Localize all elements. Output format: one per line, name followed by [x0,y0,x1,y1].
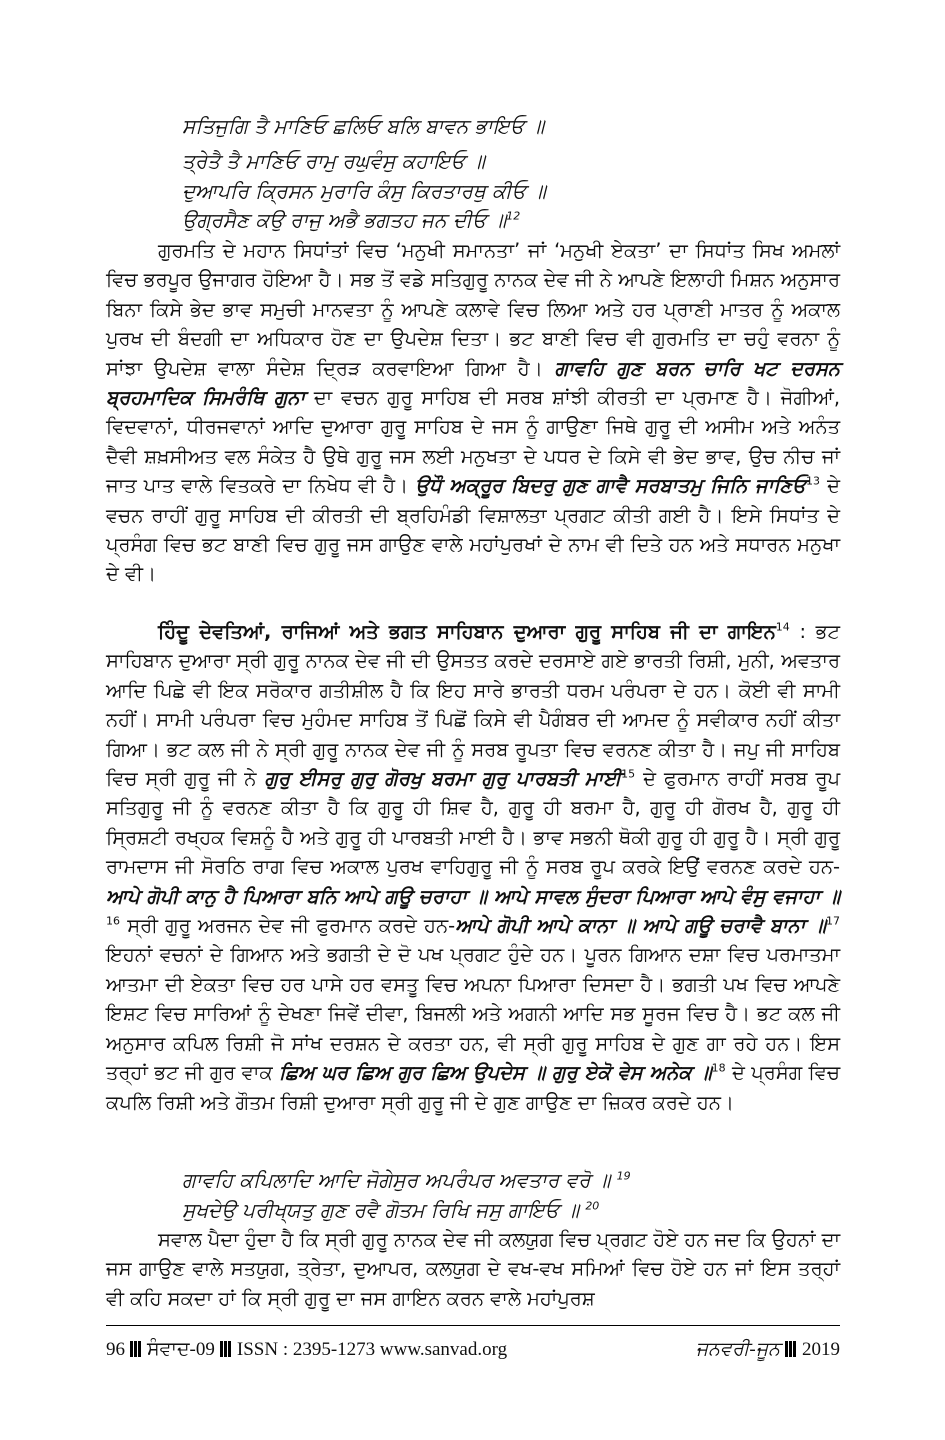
quote: ਗੁਰੁ ਈਸਰੁ ਗੁਰੁ ਗੋਰਖੁ ਬਰਮਾ ਗੁਰੁ ਪਾਰਬਤੀ ਮਾਈ [264,767,622,791]
quote: ਛਿਅ ਘਰ ਛਿਅ ਗੁਰ ਛਿਅ ਉਪਦੇਸ ॥ ਗੁਰੁ ਏਕੋ ਵੇਸ ਅਨੇਕ ॥ [278,1061,712,1085]
issue-period: ਜਨਵਰੀ-ਜੂਨ [695,1339,780,1360]
page-number: 96 [106,1339,125,1360]
journal-name: ਸੰਵਾਦ-09 [147,1339,215,1360]
quote: ਉਧੌ ਅਕ੍ਰੂਰ ਬਿਦਰੁ ਗੁਣ ਗਾਵੈ ਸਰਬਾਤਮੁ ਜਿਨਿ ਜਾਣਿਓ [415,474,806,498]
footnote-ref: 19 [616,1169,631,1183]
paragraph: ਗੁਰਮਤਿ ਦੇ ਮਹਾਨ ਸਿਧਾਂਤਾਂ ਵਿਚ ‘ਮਨੁਖੀ ਸਮਾਨਤਾ’ ਜਾਂ ‘ਮਨੁਖੀ ਏਕਤਾ’ ਦਾ ਸਿਧਾਂਤ ਸਿਖ ਅਮਲਾਂ ਵਿਚ ਭਰਪੂਰ ਉਜਾਗਰ ਹੋਇਆ ਹੈ। ਸਭ ਤੋਂ ਵਡੇ ਸਤਿਗੁਰੂ ਨਾਨਕ ਦੇਵ ਜੀ ਨੇ ਆਪਣੇ ਇਲਾਹੀ ਮਿਸ਼ਨ ਅਨੁਸਾਰ ਬਿਨਾ ਕਿਸੇ ਭੇਦ ਭਾਵ ਸਮੁਚੀ ਮਾਨਵਤਾ ਨੂੰ ਆਪਣੇ ਕਲਾਵੇ ਵਿਚ ਲਿਆ ਅਤੇ ਹਰ ਪ੍ਰਾਣੀ ਮਾਤਰ ਨੂੰ ਅਕਾਲ ਪੁਰਖ ਦੀ ਬੰਦਗੀ ਦਾ ਅਧਿਕਾਰ ਹੋਣ ਦਾ ਉਪਦੇਸ਼ ਦਿਤਾ। ਭਟ ਬਾਣੀ ਵਿਚ ਵੀ ਗੁਰਮਤਿ ਦਾ ਚਹੁੰ ਵਰਨਾ ਨੂੰ ਸਾਂਝਾ ਉਪਦੇਸ਼ ਵਾਲਾ ਸੰਦੇਸ਼ ਦ੍ਰਿੜ ਕਰਵਾਇਆ ਗਿਆ ਹੈ। ਗਾਵਹਿ ਗੁਣ ਬਰਨ ਚਾਰਿ ਖਟ ਦਰਸਨ ਬ੍ਰਹਮਾਦਿਕ ਸਿਮਰੰਥਿ ਗੁਨਾ ਦਾ ਵਚਨ ਗੁਰੂ ਸਾਹਿਬ ਦੀ ਸਰਬ ਸ਼ਾਂਝੀ ਕੀਰਤੀ ਦਾ ਪ੍ਰਮਾਣ ਹੈ। ਜੋਗੀਆਂ, ਵਿਦਵਾਨਾਂ, ਧੀਰਜਵਾਨਾਂ ਆਦਿ ਦੁਆਰਾ ਗੁਰੂ ਸਾਹਿਬ ਦੇ ਜਸ ਨੂੰ ਗਾਉਣਾ ਜਿਥੇ ਗੁਰੂ ਦੀ ਅਸੀਮ ਅਤੇ ਅਨੰਤ ਦੈਵੀ ਸ਼ਖ਼ਸੀਅਤ ਵਲ ਸੰਕੇਤ ਹੈ ਉਥੇ ਗੁਰੂ ਜਸ ਲਈ ਮਨੁਖਤਾ ਦੇ ਪਧਰ ਦੇ ਕਿਸੇ ਵੀ ਭੇਦ ਭਾਵ, ਉਚ ਨੀਚ ਜਾਂ ਜਾਤ ਪਾਤ ਵਾਲੇ ਵਿਤਕਰੇ ਦਾ ਨਿਖੇਧ ਵੀ ਹੈ। ਉਧੌ ਅਕ੍ਰੂਰ ਬਿਦਰੁ ਗੁਣ ਗਾਵੈ ਸਰਬਾਤਮੁ ਜਿਨਿ ਜਾਣਿਓ$^{13}$ ਦੇ ਵਚਨ ਰਾਹੀਂ ਗੁਰੂ ਸਾਹਿਬ ਦੀ ਕੀਰਤੀ ਦੀ ਬ੍ਰਹਿਮੰਡੀ ਵਿਸ਼ਾਲਤਾ ਪ੍ਰਗਟ ਕੀਤੀ ਗਈ ਹੈ। ਇਸੇ ਸਿਧਾਂਤ ਦੇ ਪ੍ਰਸੰਗ ਵਿਚ ਭਟ ਬਾਣੀ ਵਿਚ ਗੁਰੂ ਜਸ ਗਾਉਣ ਵਾਲੇ ਮਹਾਂਪੁਰਖਾਂ ਦੇ ਨਾਮ ਵੀ ਦਿਤੇ ਹਨ ਅਤੇ ਸਧਾਰਨ ਮਨੁਖਾ ਦੇ ਵੀ। [106,239,840,586]
page-footer [106,1336,840,1364]
verse-line: ਸਤਿਜੁਗਿ ਤੈ ਮਾਣਿਓ ਛਲਿਓ ਬਲਿ ਬਾਵਨ ਭਾਇਓ ॥ [182,114,545,138]
verse-line: ਸੁਖਦੇਉ ਪਰੀਖ੍ਯਤੁ ਗੁਣ ਰਵੈ ਗੋਤਮ ਰਿਖਿ ਜਸੁ ਗਾਇਓ ॥ $^{20}$ [182,1198,600,1222]
footnote-ref: 16 [106,914,120,928]
footnote-ref: 18 [711,1061,726,1075]
verse-line: ਤ੍ਰੇਤੈ ਤੈ ਮਾਣਿਓ ਰਾਮੁ ਰਘੁਵੰਸੁ ਕਹਾਇਓ ॥ [182,149,485,173]
footnote-ref: 13 [806,474,820,488]
footer-left [106,1336,507,1364]
footer-divider [106,1325,840,1326]
separator-bars [220,1341,232,1357]
verse-line: ਉਗ੍ਰਸੈਣ ਕਉ ਰਾਜੁ ਅਭੈ ਭਗਤਹ ਜਨ ਦੀਓ ॥$^{12}$ [182,208,521,232]
issn-url: ISSN : 2395-1273 www.sanvad.org [236,1339,508,1360]
paragraph: ਹਿੰਦੂ ਦੇਵਤਿਆਂ, ਰਾਜਿਆਂ ਅਤੇ ਭਗਤ ਸਾਹਿਬਾਨ ਦੁਆਰਾ ਗੁਰੂ ਸਾਹਿਬ ਜੀ ਦਾ ਗਾਇਨ$^{14}$ : ਭਟ ਸਾਹਿਬਾਨ ਦੁਆਰਾ ਸ੍ਰੀ ਗੁਰੂ ਨਾਨਕ ਦੇਵ ਜੀ ਦੀ ਉਸਤਤ ਕਰਦੇ ਦਰਸਾਏ ਗਏ ਭਾਰਤੀ ਰਿਸ਼ੀ, ਮੁਨੀ, ਅਵਤਾਰ ਆਦਿ ਪਿਛੇ ਵੀ ਇਕ ਸਰੋਕਾਰ ਗਤੀਸ਼ੀਲ ਹੈ ਕਿ ਇਹ ਸਾਰੇ ਭਾਰਤੀ ਧਰਮ ਪਰੰਪਰਾ ਦੇ ਹਨ। ਕੋਈ ਵੀ ਸਾਮੀ ਨਹੀਂ। ਸਾਮੀ ਪਰੰਪਰਾ ਵਿਚ ਮੁਹੰਮਦ ਸਾਹਿਬ ਤੋਂ ਪਿਛੋਂ ਕਿਸੇ ਵੀ ਪੈਗੰਬਰ ਦੀ ਆਮਦ ਨੂੰ ਸਵੀਕਾਰ ਨਹੀਂ ਕੀਤਾ ਗਿਆ। ਭਟ ਕਲ ਜੀ ਨੇ ਸ੍ਰੀ ਗੁਰੂ ਨਾਨਕ ਦੇਵ ਜੀ ਨੂੰ ਸਰਬ ਰੂਪਤਾ ਵਿਚ ਵਰਨਣ ਕੀਤਾ ਹੈ। ਜਪੁ ਜੀ ਸਾਹਿਬ ਵਿਚ ਸ੍ਰੀ ਗੁਰੂ ਜੀ ਨੇ ਗੁਰੁ ਈਸਰੁ ਗੁਰੁ ਗੋਰਖੁ ਬਰਮਾ ਗੁਰੁ ਪਾਰਬਤੀ ਮਾਈ$^{15}$ ਦੇ ਫੁਰਮਾਨ ਰਾਹੀਂ ਸਰਬ ਰੂਪ ਸਤਿਗੁਰੂ ਜੀ ਨੂੰ ਵਰਨਣ ਕੀਤਾ ਹੈ ਕਿ ਗੁਰੂ ਹੀ ਸ਼ਿਵ ਹੈ, ਗੁਰੂ ਹੀ ਬਰਮਾ ਹੈ, ਗੁਰੂ ਹੀ ਗੋਰਖ ਹੈ, ਗੁਰੂ ਹੀ ਸ੍ਰਿਸ਼ਟੀ ਰਖ੍ਹਕ ਵਿਸ਼ਨੂੰ ਹੈ ਅਤੇ ਗੁਰੂ ਹੀ ਪਾਰਬਤੀ ਮਾਈ ਹੈ। ਭਾਵ ਸਭਨੀ ਥੋਕੀ ਗੁਰੂ ਹੀ ਗੁਰੂ ਹੈ। ਸ੍ਰੀ ਗੁਰੂ ਰਾਮਦਾਸ ਜੀ ਸੋਰਠਿ ਰਾਗ ਵਿਚ ਅਕਾਲ ਪੁਰਖ ਵਾਹਿਗੁਰੂ ਜੀ ਨੂੰ ਸਰਬ ਰੂਪ ਕਰਕੇ ਇਉਂ ਵਰਨਣ ਕਰਦੇ ਹਨ-ਆਪੇ ਗੋਪੀ ਕਾਨੁ ਹੈ ਪਿਆਰਾ ਬਨਿ ਆਪੇ ਗਊ ਚਰਾਹਾ ॥ ਆਪੇ ਸਾਵਲ ਸੁੰਦਰਾ ਪਿਆਰਾ ਆਪੇ ਵੰਸੁ ਵਜਾਹਾ ॥$^{16}$ ਸ੍ਰੀ ਗੁਰੂ ਅਰਜਨ ਦੇਵ ਜੀ ਫੁਰਮਾਨ ਕਰਦੇ ਹਨ-ਆਪੇ ਗੋਪੀ ਆਪੇ ਕਾਨਾ ॥ ਆਪੇ ਗਊ ਚਰਾਵੈ ਬਾਨਾ ॥$^{17}$ ਇਹਨਾਂ ਵਚਨਾਂ ਦੇ ਗਿਆਨ ਅਤੇ ਭਗਤੀ ਦੇ ਦੋ ਪਖ ਪ੍ਰਗਟ ਹੁੰਦੇ ਹਨ। ਪੂਰਨ ਗਿਆਨ ਦਸ਼ਾ ਵਿਚ ਪਰਮਾਤਮਾ ਆਤਮਾ ਦੀ ਏਕਤਾ ਵਿਚ ਹਰ ਪਾਸੇ ਹਰ ਵਸਤੂ ਵਿਚ ਅਪਨਾ ਪਿਆਰਾ ਦਿਸਦਾ ਹੈ। ਭਗਤੀ ਪਖ ਵਿਚ ਆਪਣੇ ਇਸ਼ਟ ਵਿਚ ਸਾਰਿਆਂ ਨੂੰ ਦੇਖਣਾ ਜਿਵੇਂ ਦੀਵਾ, ਬਿਜਲੀ ਅਤੇ ਅਗਨੀ ਆਦਿ ਸਭ ਸੂਰਜ ਵਿਚ ਹੈ। ਭਟ ਕਲ ਜੀ ਅਨੁਸਾਰ ਕਪਿਲ ਰਿਸ਼ੀ ਜੋ ਸਾਂਖ ਦਰਸ਼ਨ ਦੇ ਕਰਤਾ ਹਨ, ਵੀ ਸ੍ਰੀ ਗੁਰੂ ਸਾਹਿਬ ਦੇ ਗੁਣ ਗਾ ਰਹੇ ਹਨ। ਇਸ ਤਰ੍ਹਾਂ ਭਟ ਜੀ ਗੁਰ ਵਾਕ ਛਿਅ ਘਰ ਛਿਅ ਗੁਰ ਛਿਅ ਉਪਦੇਸ ॥ ਗੁਰੁ ਏਕੋ ਵੇਸ ਅਨੇਕ ॥$^{18}$ ਦੇ ਪ੍ਰਸੰਗ ਵਿਚ ਕਪਲਿ ਰਿਸ਼ੀ ਅਤੇ ਗੌਤਮ ਰਿਸ਼ੀ ਦੁਆਰਾ ਸ੍ਰੀ ਗੁਰੂ ਜੀ ਦੇ ਗੁਣ ਗਾਉਣ ਦਾ ਜ਼ਿਕਰ ਕਰਦੇ ਹਨ। [106,620,840,1114]
verse-line: ਗਾਵਹਿ ਕਪਿਲਾਦਿ ਆਦਿ ਜੋਗੇਸੁਰ ਅਪਰੰਪਰ ਅਵਤਾਰ ਵਰੋ ॥ $^{19}$ [182,1168,631,1192]
quote: ਆਪੇ ਗੋਪੀ ਕਾਨੁ ਹੈ ਪਿਆਰਾ ਬਨਿ ਆਪੇ ਗਊ ਚਰਾਹਾ ॥ ਆਪੇ ਸਾਵਲ ਸੁੰਦਰਾ ਪਿਆਰਾ ਆਪੇ ਵੰਸੁ ਵਜਾਹਾ ॥ [106,884,840,908]
footer-right [696,1336,840,1364]
footnote-ref: 17 [825,914,840,928]
separator-bars [130,1341,142,1357]
footnote-ref: 14 [775,620,790,634]
section-heading: ਹਿੰਦੂ ਦੇਵਤਿਆਂ, ਰਾਜਿਆਂ ਅਤੇ ਭਗਤ ਸਾਹਿਬਾਨ ਦੁਆਰਾ ਗੁਰੂ ਸਾਹਿਬ ਜੀ ਦਾ ਗਾਇਨ [158,620,776,643]
footnote-ref: 12 [506,209,521,223]
footnote-ref: 20 [585,1199,600,1213]
separator-bars [785,1341,797,1357]
footnote-ref: 15 [621,767,636,781]
quote: ਗਾਵਹਿ ਗੁਣ ਬਰਨ ਚਾਰਿ ਖਟ ਦਰਸਨ ਬ੍ਰਹਮਾਦਿਕ ਸਿਮਰੰਥਿ ਗੁਨਾ [106,356,840,410]
quote: ਆਪੇ ਗੋਪੀ ਆਪੇ ਕਾਨਾ ॥ ਆਪੇ ਗਊ ਚਰਾਵੈ ਬਾਨਾ ॥ [455,914,826,938]
verse-line: ਦੁਆਪਰਿ ਕ੍ਰਿਸਨ ਮੁਰਾਰਿ ਕੰਸੁ ਕਿਰਤਾਰਥੁ ਕੀਓ ॥ [182,179,546,203]
paragraph: ਸਵਾਲ ਪੈਦਾ ਹੁੰਦਾ ਹੈ ਕਿ ਸ੍ਰੀ ਗੁਰੂ ਨਾਨਕ ਦੇਵ ਜੀ ਕਲਯੁਗ ਵਿਚ ਪ੍ਰਗਟ ਹੋਏ ਹਨ ਜਦ ਕਿ ਉਹਨਾਂ ਦਾ ਜਸ ਗਾਉਣ ਵਾਲੇ ਸਤਯੁਗ, ਤ੍ਰੇਤਾ, ਦੁਆਪਰ, ਕਲਯੁਗ ਦੇ ਵਖ-ਵਖ ਸਮਿਆਂ ਵਿਚ ਹੋਏ ਹਨ ਜਾਂ ਇਸ ਤਰ੍ਹਾਂ ਵੀ ਕਹਿ ਸਕਦਾ ਹਾਂ ਕਿ ਸ੍ਰੀ ਗੁਰੂ ਦਾ ਜਸ ਗਾਇਨ ਕਰਨ ਵਾਲੇ ਮਹਾਂਪੁਰਸ਼ [106,1228,841,1310]
issue-year: 2019 [802,1339,840,1360]
